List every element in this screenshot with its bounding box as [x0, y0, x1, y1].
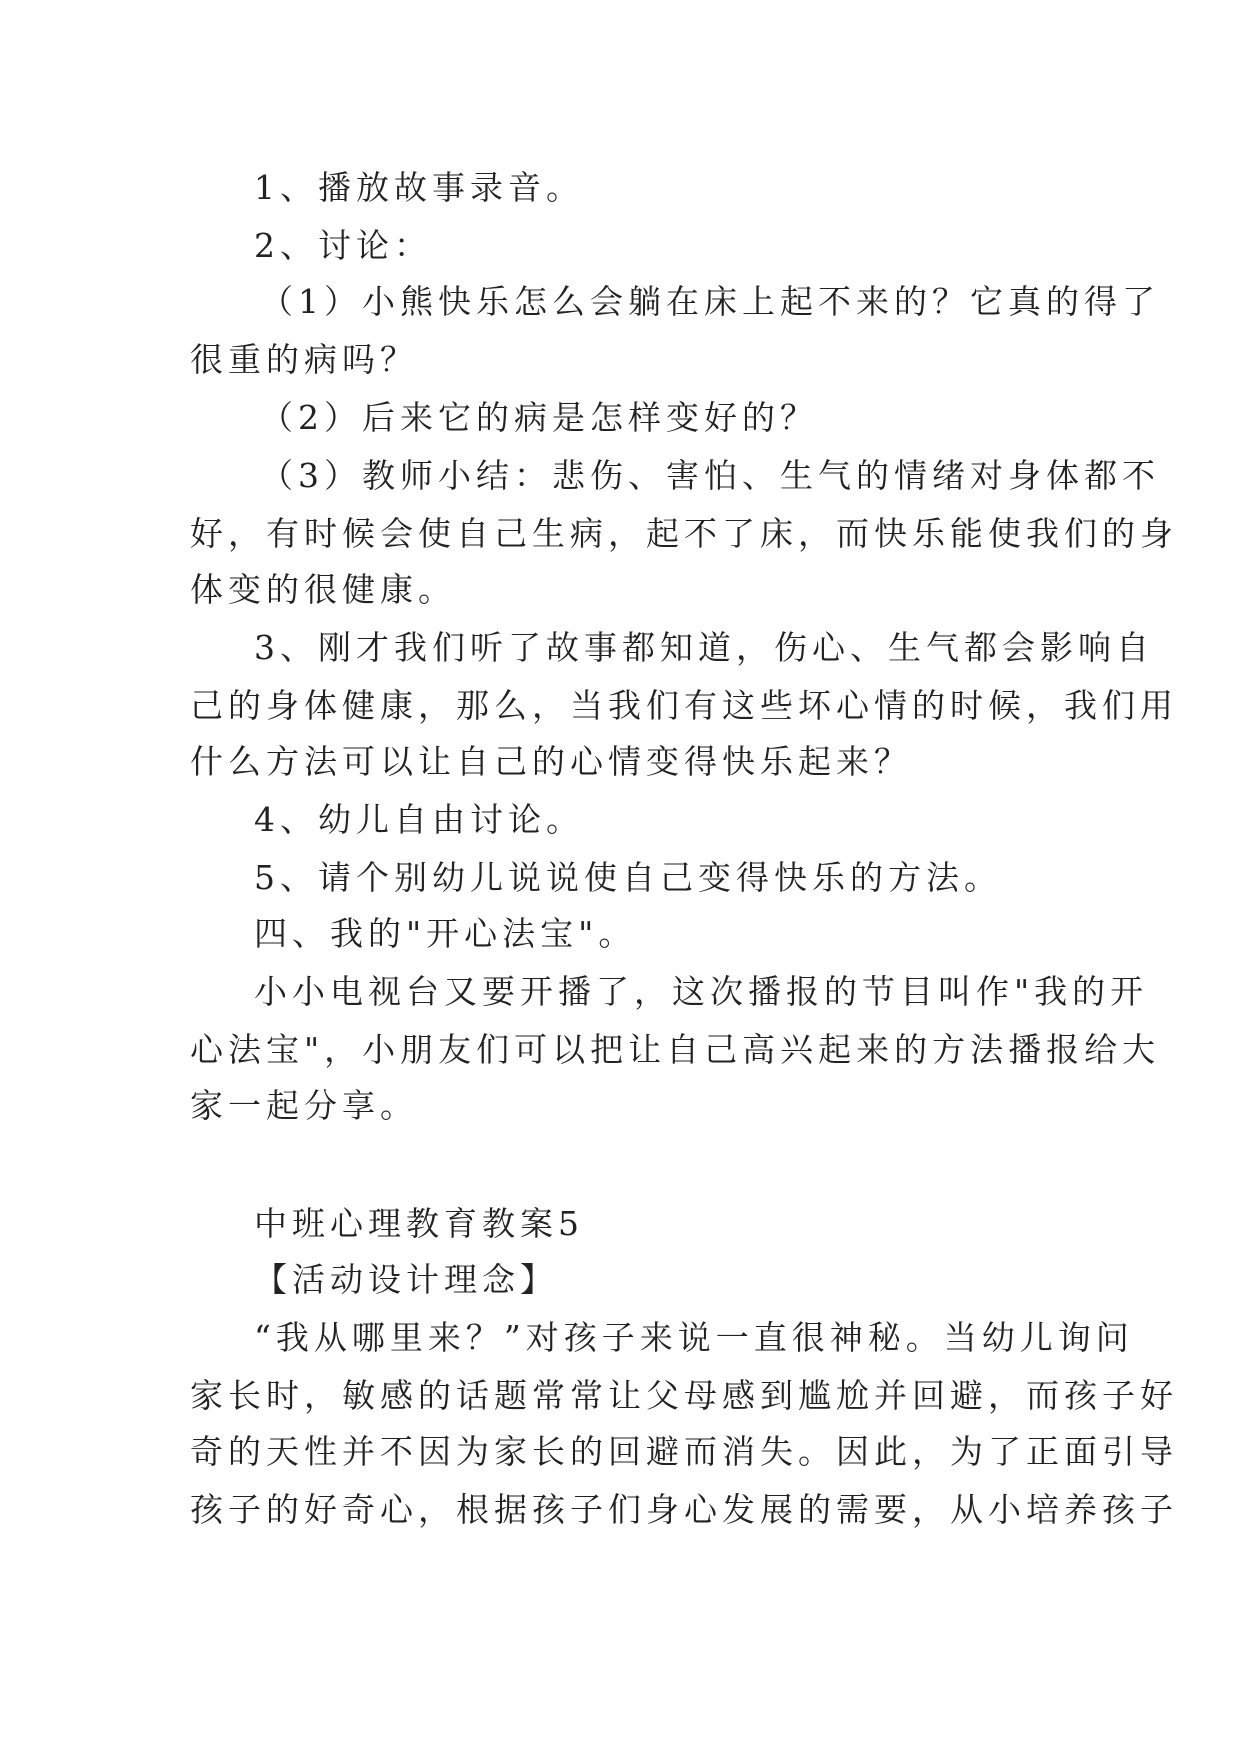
section-4-heading: 四、我的"开心法宝"。 [254, 914, 637, 953]
concept-paragraph-line-4: 孩子的好奇心，根据孩子们身心发展的需要，从小培养孩子 [190, 1490, 1178, 1529]
step-3-line-1: 3、刚才我们听了故事都知道，伤心、生气都会影响自 [254, 628, 1154, 667]
step-5: 5、请个别幼儿说说使自己变得快乐的方法。 [254, 858, 1002, 897]
concept-paragraph-line-1: “我从哪里来？”对孩子来说一直很神秘。当幼儿询问 [254, 1318, 1134, 1357]
question-1-line-2: 很重的病吗？ [190, 340, 418, 379]
step-3-line-2: 己的身体健康，那么，当我们有这些坏心情的时候，我们用 [190, 686, 1178, 725]
design-concept-heading: 【活动设计理念】 [254, 1260, 558, 1299]
section-4-paragraph-line-3: 家一起分享。 [190, 1086, 418, 1125]
section-4-paragraph-line-2: 心法宝"，小朋友们可以把让自己高兴起来的方法播报给大 [190, 1030, 1161, 1069]
step-3-line-3: 什么方法可以让自己的心情变得快乐起来？ [190, 742, 912, 781]
question-2: （2）后来它的病是怎样变好的？ [260, 398, 818, 437]
question-1-line-1: （1）小熊快乐怎么会躺在床上起不来的？它真的得了 [260, 282, 1160, 321]
step-4: 4、幼儿自由讨论。 [254, 800, 584, 839]
summary-line-1: （3）教师小结：悲伤、害怕、生气的情绪对身体都不 [260, 456, 1160, 495]
summary-line-2: 好，有时候会使自己生病，起不了床，而快乐能使我们的身 [190, 514, 1178, 553]
step-2-discussion: 2、讨论： [254, 226, 432, 265]
lesson-plan-title: 中班心理教育教案5 [254, 1204, 584, 1243]
section-4-paragraph-line-1: 小小电视台又要开播了，这次播报的节目叫作"我的开 [254, 972, 1149, 1011]
concept-paragraph-line-3: 奇的天性并不因为家长的回避而消失。因此，为了正面引导 [190, 1432, 1178, 1471]
summary-line-3: 体变的很健康。 [190, 570, 456, 609]
step-1-play-recording: 1、播放故事录音。 [254, 168, 584, 207]
concept-paragraph-line-2: 家长时，敏感的话题常常让父母感到尴尬并回避，而孩子好 [190, 1376, 1178, 1415]
